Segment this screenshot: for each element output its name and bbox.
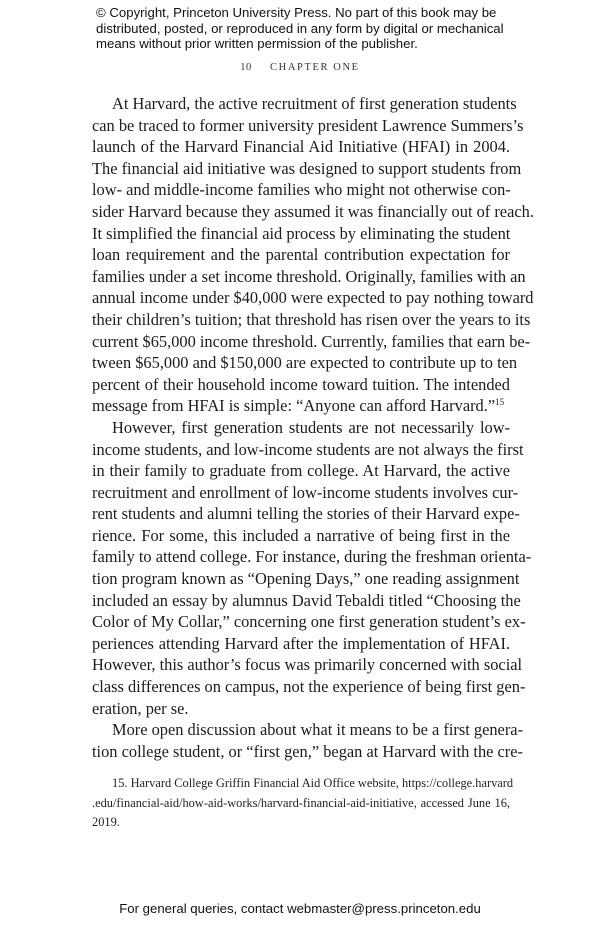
text-line: income students, and low-income students are not always the first xyxy=(92,439,524,459)
footnote-reference[interactable]: 15 xyxy=(495,397,505,408)
text-line: However, first generation students are not necessarily low- xyxy=(112,417,510,437)
text-line: periences attending Harvard after the implementation of HFAI. xyxy=(92,633,510,653)
text-line: However, this author’s focus was primarily concerned with social xyxy=(92,655,523,675)
text-line: rent students and alumni telling the stories of their Harvard expe- xyxy=(92,504,520,524)
footer-contact: For general queries, contact webmaster@press.princeton.edu xyxy=(119,901,481,916)
paragraph-2 xyxy=(92,417,532,719)
text-line: recruitment and enrollment of low-income students involves cur- xyxy=(92,482,519,502)
text-line: annual income under $40,000 were expected to pay nothing toward xyxy=(92,288,534,308)
text-line: At Harvard, the active recruitment of first generation students xyxy=(112,94,517,113)
text-line: included an essay by alumnus David Tebaldi titled “Choosing the xyxy=(92,590,521,610)
paragraph-1 xyxy=(92,93,534,417)
text-line xyxy=(92,395,510,417)
text-line: their children’s tuition; that threshold has risen over the years to its xyxy=(92,309,531,329)
text-line: class differences on campus, not the experience of being first gen- xyxy=(92,677,526,697)
text-line: eration, per se. xyxy=(92,698,189,718)
text-line: family to attend college. For instance, during the freshman orienta- xyxy=(92,547,532,567)
page-number: 10 xyxy=(240,62,252,73)
footnote-line: 15. Harvard College Griffin Financial Aid Office website, https://college.harvard xyxy=(112,776,514,790)
text-line: can be traced to former university president Lawrence Summers’s xyxy=(92,115,524,135)
text-line: tion college student, or “first gen,” began at Harvard with the cre- xyxy=(92,741,523,761)
body-text xyxy=(92,93,534,762)
footnote-line: .edu/financial-aid/how-aid-works/harvard-financial-aid-initiative, accessed June 16, xyxy=(92,795,510,810)
text-line: low- and middle-income families who might not otherwise con- xyxy=(92,180,511,200)
text-line-content: message from HFAI is simple: “Anyone can afford Harvard.” xyxy=(92,396,496,416)
text-line: rience. For some, this included a narrative of being first in the xyxy=(92,525,510,545)
text-line: in their family to graduate from college. At Harvard, the active xyxy=(92,461,510,481)
chapter-title: CHAPTER ONE xyxy=(270,62,360,73)
running-head xyxy=(0,62,600,73)
paragraph-3 xyxy=(92,719,524,762)
text-line: It simplified the financial aid process by eliminating the student xyxy=(92,223,511,243)
footnote-line: 2019. xyxy=(92,815,120,829)
text-line: Color of My Collar,” concerning one first generation student’s ex- xyxy=(92,612,526,632)
text-line: loan requirement and the parental contribution expectation for xyxy=(92,245,510,265)
text-line: launch of the Harvard Financial Aid Initiative (HFAI) in 2004. xyxy=(92,137,510,157)
text-line: percent of their household income toward tuition. The intended xyxy=(92,374,510,394)
text-line: More open discussion about what it means to be a first genera- xyxy=(112,720,524,740)
text-line: tion program known as “Opening Days,” one reading assignment xyxy=(92,569,520,589)
copyright-line: © Copyright, Princeton University Press. No part of this book may be xyxy=(96,5,497,20)
text-line: families under a set income threshold. Originally, families with an xyxy=(92,266,526,286)
footnote-15 xyxy=(92,774,514,833)
text-line: current $65,000 income threshold. Currently, families that earn be- xyxy=(92,331,531,351)
text-line: sider Harvard because they assumed it was financially out of reach. xyxy=(92,201,534,221)
copyright-line: means without prior written permission of the publisher. xyxy=(96,36,418,51)
text-line: The financial aid initiative was designed to support students from xyxy=(92,158,522,178)
text-line: tween $65,000 and $150,000 are expected to contribute up to ten xyxy=(92,353,518,373)
copyright-line: distributed, posted, or reproduced in any form by digital or mechanical xyxy=(96,20,504,36)
copyright-notice xyxy=(96,5,516,52)
